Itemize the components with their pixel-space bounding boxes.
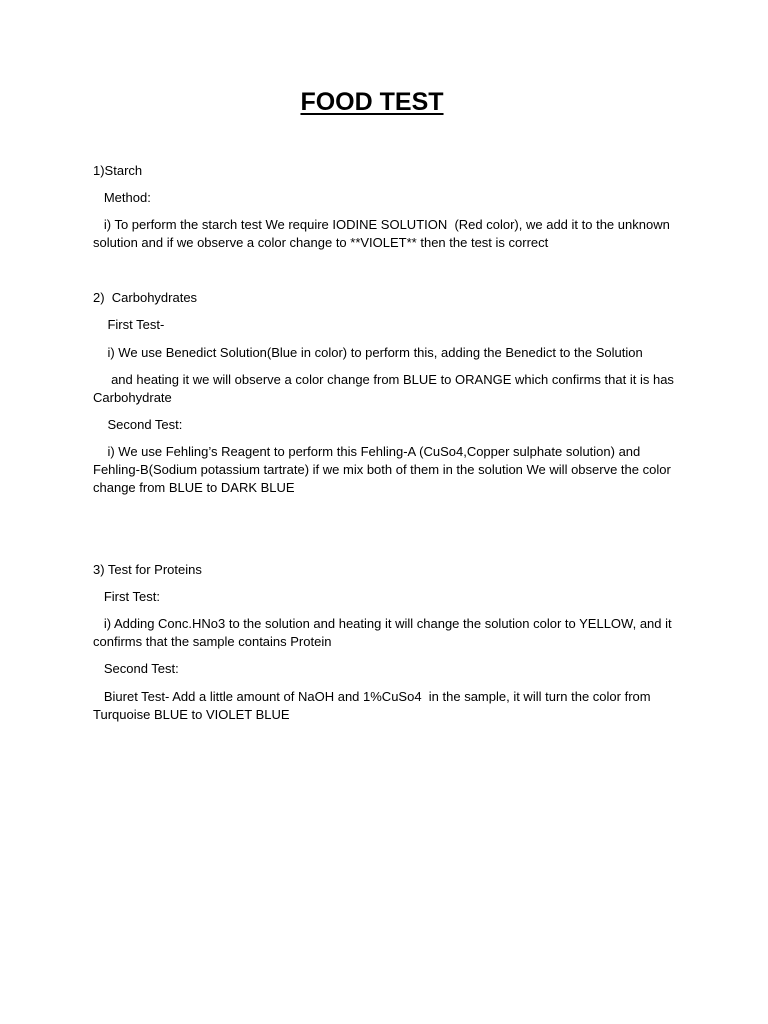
paragraph-nitric-acid: i) Adding Conc.HNo3 to the solution and heating it will change the solution color to YELLOW, and it confirms that the sample contains Protein xyxy=(93,616,676,649)
paragraph-benedict-2: and heating it we will observe a color change from BLUE to ORANGE which confirms that it is has Carbohydrate xyxy=(93,372,678,405)
label-carbohydrates-second-test: Second Test: xyxy=(93,417,183,432)
label-proteins-second-test: Second Test: xyxy=(93,661,179,676)
paragraph-benedict-1: i) We use Benedict Solution(Blue in color) to perform this, adding the Benedict to the Solution xyxy=(93,345,643,360)
label-carbohydrates-first-test: First Test- xyxy=(93,317,165,332)
paragraph-starch-method: i) To perform the starch test We require IODINE SOLUTION (Red color), we add it to the unknown solution and if we observe a color change to **VIOLET** then the test is correct xyxy=(93,217,674,250)
heading-carbohydrates: 2) Carbohydrates xyxy=(93,290,198,305)
paragraph-biuret: Biuret Test- Add a little amount of NaOH and 1%CuSo4 in the sample, it will turn the color from Turquoise BLUE to VIOLET BLUE xyxy=(93,689,654,722)
heading-proteins: 3) Test for Proteins xyxy=(93,562,202,577)
label-method: Method: xyxy=(93,190,151,205)
label-proteins-first-test: First Test: xyxy=(93,589,160,604)
document-title: FOOD TEST xyxy=(300,88,444,116)
heading-starch: 1)Starch xyxy=(93,163,143,178)
paragraph-fehling: i) We use Fehling’s Reagent to perform this Fehling-A (CuSo4,Copper sulphate solution) and Fehling-B(Sodium potassium tartrate) if we mix both of them in the solution We will observe the color change from BLUE to DARK BLUE xyxy=(93,444,675,495)
